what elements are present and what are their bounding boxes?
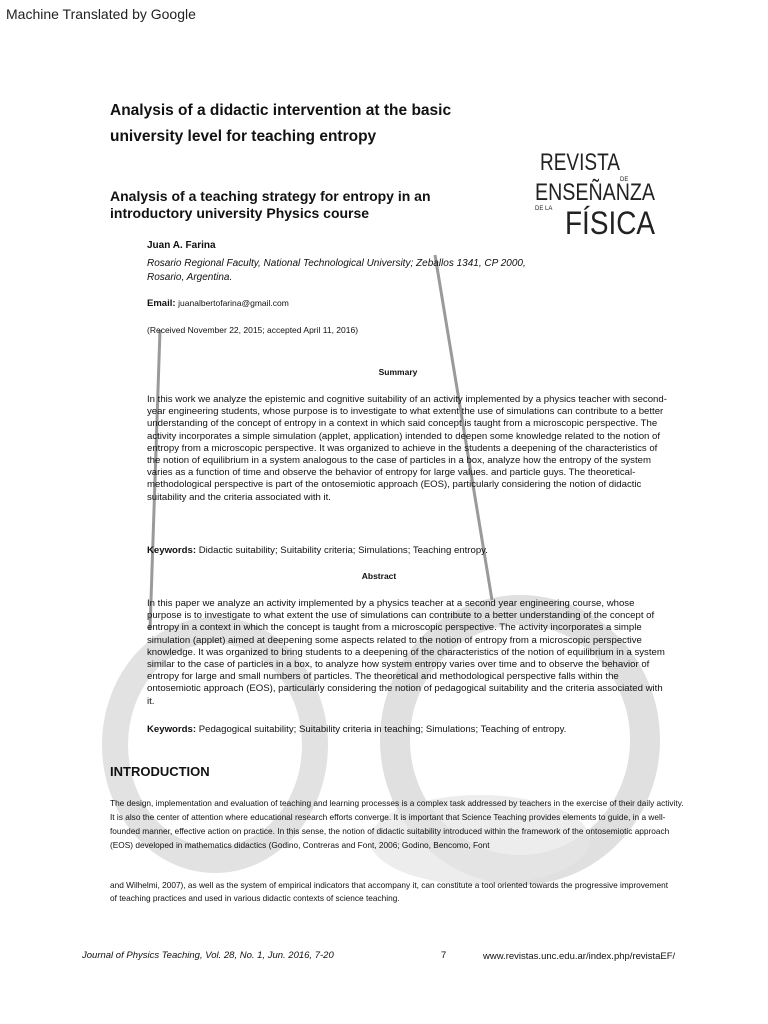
introduction-heading: INTRODUCTION (110, 764, 210, 779)
email-address: juanalbertofarina@gmail.com (178, 298, 289, 308)
paper-title-secondary: Analysis of a teaching strategy for entropy in an introductory university Physics course (110, 188, 431, 221)
logo-line-fisica: FÍSICA (565, 205, 656, 240)
email-label: Email: (147, 298, 176, 309)
footer-page-number: 7 (441, 950, 447, 961)
received-dates: (Received November 22, 2015; accepted April 11, 2016) (147, 325, 359, 335)
journal-logo (535, 148, 665, 240)
summary-heading: Summary (378, 367, 418, 377)
keywords-text: Didactic suitability; Suitability criteria; Simulations; Teaching entropy. (198, 545, 488, 556)
introduction-paragraph-2: and Wilhelmi, 2007), as well as the system of empirical indicators that accompany it, can constitute a tool oriented towards the progressive improvement of teaching practices and used in various didactic contexts of science teaching. (110, 880, 668, 903)
keywords-label: Keywords: (147, 724, 197, 735)
paper-title-english: Analysis of a didactic intervention at the basic university level for teaching entropy (110, 102, 452, 145)
keywords-text: Pedagogical suitability; Suitability criteria in teaching; Simulations; Teaching of entropy. (198, 724, 567, 735)
logo-line-revista: REVISTA (540, 149, 620, 176)
keywords-summary (147, 545, 488, 556)
introduction-paragraph-1: The design, implementation and evaluation of teaching and learning processes is a complex task addressed by teachers in the exercise of their daily activity. It is also the center of attention where educational research efforts converge. It is important that Science Teaching provides elements to guide, in a well-founded manner, effective action on practice. In this sense, the notion of didactic suitability introduced within the framework of the ontosemiotic approach (EOS) developed in mathematics didactics (Godino, Contreras and Font, 2006; Godino, Bencomo, Font (110, 798, 684, 850)
keywords-abstract (147, 724, 566, 735)
author-affiliation: Rosario Regional Faculty, National Technological University; Zeballos 1341, CP 2000, Rosario, Argentina. (147, 258, 526, 283)
logo-line-ensenanza: ENSEÑANZA (535, 179, 655, 206)
summary-paragraph: In this work we analyze the epistemic and cognitive suitability of an activity implemented by a physics teacher with second-year engineering students, whose purpose is to investigate to what extent the use of simulations can contribute to a better understanding of the concept of entropy in a context in which said concept is taught from a microscopic perspective. The activity incorporates a simple simulation (applet, application) intended to deepen some knowledge related to the notion of entropy from a microscopic perspective. It was organized to achieve in the students a deepening of the characteristics of the notion of equilibrium in a system analogous to the case of particles in a box, analyze how the entropy of the system varies as a function of time and observe the behavior of entropy for large values. and particle guys. The theoretical-methodological perspective is part of the ontosemiotic approach (EOS), particularly considering the notion of didactic suitability and the criteria associated with it. (147, 394, 667, 503)
logo-de: DE (620, 177, 629, 183)
author-name: Juan A. Farina (147, 240, 216, 251)
footer-journal-citation: Journal of Physics Teaching, Vol. 28, No. 1, Jun. 2016, 7-20 (82, 950, 334, 961)
email-line (147, 298, 289, 309)
abstract-paragraph: In this paper we analyze an activity implemented by a physics teacher at a second year engineering course, whose purpose is to investigate to what extent the use of simulations can contribute to a better understanding of the concept of entropy in a context in which the concept is taught from a microscopic perspective. The activity incorporates a simple simulation (applet) aimed at deepening some aspects related to the notion of entropy from a microscopic perspective knowledge. It was organized to bring students to a deepening of the characteristics of the notion of equilibrium in a system similar to the case of particles in a box, to analyze how system entropy varies over time and to observe the behavior of entropy for large and small numbers of particles. The theoretical and methodological perspective falls within the ontosemiotic approach (EOS), particularly considering the notion of pedagogical suitability and the criteria associated with it. (147, 598, 665, 707)
keywords-label: Keywords: (147, 545, 197, 556)
abstract-heading: Abstract (361, 571, 397, 581)
machine-translated-label: Machine Translated by Google (6, 6, 196, 22)
logo-de-la: DE LA (535, 206, 553, 212)
footer-url-link[interactable]: www.revistas.unc.edu.ar/index.php/revistaEF/ (483, 951, 676, 962)
